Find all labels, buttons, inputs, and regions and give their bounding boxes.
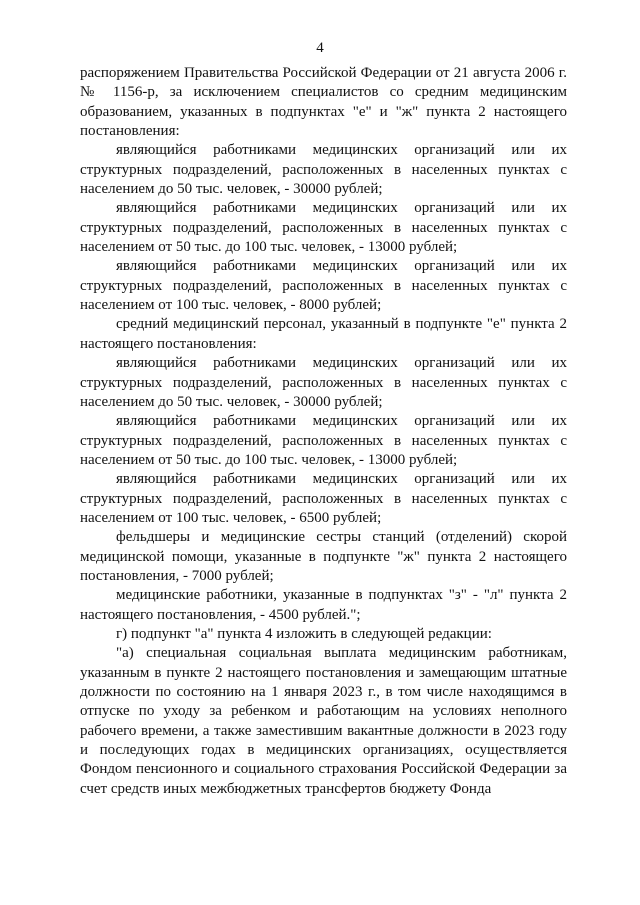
paragraph: г) подпункт "а" пункта 4 изложить в следующей редакции:	[116, 625, 492, 642]
paragraph: являющийся работниками медицинских организаций или их структурных подразделений, расположенных в населенных пунктах с населением от 100 тыс. человек, - 6500 рублей;	[80, 471, 567, 526]
paragraph: средний медицинский персонал, указанный в подпункте "е" пункта 2 настоящего постановления:	[80, 316, 567, 352]
paragraph: фельдшеры и медицинские сестры станций (отделений) скорой медицинской помощи, указанные в подпункте "ж" пункта 2 настоящего постановления, - 7000 рублей;	[80, 529, 567, 584]
paragraph: "а) специальная социальная выплата медицинским работникам, указанным в пункте 2 настоящего постановления и замещающим штатные должности по состоянию на 1 января 2023 г., в том числе находящимся в отпуске по уходу за ребенком и работающим на условиях неполного рабочего времени, а также заместившим вакантные должности в 2023 году и последующих годах в медицинских организациях, осуществляется Фондом пенсионного и социального страхования Российской Федерации за счет средств иных межбюджетных трансфертов бюджету Фонда	[80, 645, 567, 797]
document-body	[80, 64, 567, 799]
page-number: 4	[316, 40, 324, 56]
paragraph: являющийся работниками медицинских организаций или их структурных подразделений, расположенных в населенных пунктах с населением от 50 тыс. до 100 тыс. человек, - 13000 рублей;	[80, 413, 567, 468]
paragraph: являющийся работниками медицинских организаций или их структурных подразделений, расположенных в населенных пунктах с населением от 100 тыс. человек, - 8000 рублей;	[80, 258, 567, 314]
paragraph: являющийся работниками медицинских организаций или их структурных подразделений, расположенных в населенных пунктах с населением до 50 тыс. человек, - 30000 рублей;	[80, 142, 567, 198]
paragraph: медицинские работники, указанные в подпунктах "з" - "л" пункта 2 настоящего постановления, - 4500 рублей.";	[80, 587, 567, 623]
paragraph: распоряжением Правительства Российской Федерации от 21 августа 2006 г. № 1156-р, за исключением специалистов со средним медицинским образованием, указанных в подпунктах "е" и "ж" пункта 2 настоящего постановления:	[80, 65, 567, 140]
paragraph: являющийся работниками медицинских организаций или их структурных подразделений, расположенных в населенных пунктах с населением от 50 тыс. до 100 тыс. человек, - 13000 рублей;	[80, 200, 567, 256]
paragraph: являющийся работниками медицинских организаций или их структурных подразделений, расположенных в населенных пунктах с населением до 50 тыс. человек, - 30000 рублей;	[80, 355, 567, 410]
